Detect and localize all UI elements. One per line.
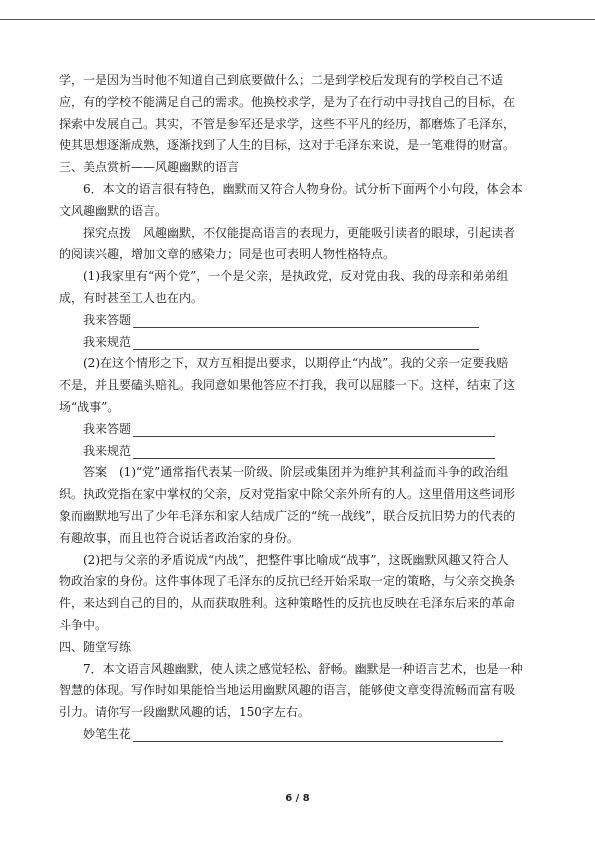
writing-field[interactable] [59,724,539,746]
answer-underline[interactable] [133,444,495,459]
text-line: 象而幽默地写出了少年毛泽东和家人结成广泛的“统一战线”，联合反抗旧势力的代表的 [59,508,516,523]
answer-underline[interactable] [133,335,479,350]
answer-underline[interactable] [133,422,495,437]
text-line: 场“战事”。 [59,399,120,414]
section-heading: 三、美点赏析——风趣幽默的语言 [59,160,240,175]
page-number: 6 / 8 [285,793,310,804]
text-line: 文风趣幽默的语言。 [59,203,168,218]
explore-tip: 探究点拨 风趣幽默，不仅能提高语言的表现力，更能吸引读者的眼球，引起读者 [83,225,516,240]
answer-label: 我来答题 [83,421,132,436]
answer-key-2: (2)把与父亲的矛盾说成“内战”，把整件事比喻成“战事”，这既幽默风趣又符合人 [83,552,509,567]
text-line: 有趣故事，而且也符合说话者政治家的身份。 [59,530,300,545]
answer-field-1[interactable] [59,310,539,332]
question-7: 7．本文语言风趣幽默，使人读之感觉轻松、舒畅。幽默是一种语言艺术，也是一种 [83,661,523,676]
text-line: 物政治家的身份。这件事体现了毛泽东的反抗已经开始采取一定的策略，与父亲交换条 [59,574,516,589]
standard-label: 我来规范 [83,334,132,349]
text-line: 件，来达到自己的目的，从而获取胜利。这种策略性的反抗也反映在毛泽东后来的革命 [59,596,516,611]
standard-label: 我来规范 [83,443,132,458]
passage-1: (1)我家里有“两个党”，一个是父亲，是执政党，反对党由我、我的母亲和弟弟组 [83,269,509,284]
text-line: 不是，并且要磕头赔礼。我同意如果他答应不打我，我可以屈膝一下。这样，结束了这 [59,378,516,393]
text-line: 智慧的体现。写作时如果能恰当地运用幽默风趣的语言，能够使文章变得流畅而富有吸 [59,683,516,698]
text-line: 学，一是因为当时他不知道自己到底要做什么；二是到学校后发现有的学校自己不适 [59,73,504,87]
text-line: 探索中发展自己。其实，不管是参军还是求学，这些不平凡的经历，都磨炼了毛泽东， [59,116,516,131]
header-rule [0,19,595,20]
writing-label: 妙笔生花 [83,726,132,741]
text-line: 应，有的学校不能满足自己的需求。他换校求学，是为了在行动中寻找自己的目标，在 [59,94,516,109]
text-line: 使其思想逐渐成熟，逐渐找到了人生的目标，这对于毛泽东来说，是一笔难得的财富。 [59,138,516,153]
answer-label: 我来答题 [83,312,132,327]
answer-field-2[interactable] [59,419,539,441]
question-6: 6．本文的语言很有特色，幽默而又符合人物身份。试分析下面两个小句段，体会本 [83,181,523,196]
passage-2: (2)在这个情形之下，双方互相提出要求，以期停止“内战”。我的父亲一定要我赔 [83,356,509,371]
page-body [59,70,539,746]
section-heading: 四、随堂写练 [59,639,132,654]
text-line: 的阅读兴趣，增加文章的感染力；同是也可表明人物性格特点。 [59,247,396,262]
text-line: 引力。请你写一段幽默风趣的话，150字左右。 [59,705,310,720]
standard-field-1[interactable] [59,332,539,354]
answer-underline[interactable] [133,313,479,328]
answer-key-1: 答案 (1)“党”通常指代表某一阶级、阶层或集团并为维护其利益而斗争的政治组 [83,465,509,480]
standard-field-2[interactable] [59,441,539,463]
text-line: 织。执政党指在家中掌权的父亲，反对党指家中除父亲外所有的人。这里借用这些词形 [59,487,516,502]
answer-underline[interactable] [133,727,503,742]
text-line: 成，有时甚至工人也在内。 [59,290,204,305]
text-line: 斗争中。 [59,617,108,632]
